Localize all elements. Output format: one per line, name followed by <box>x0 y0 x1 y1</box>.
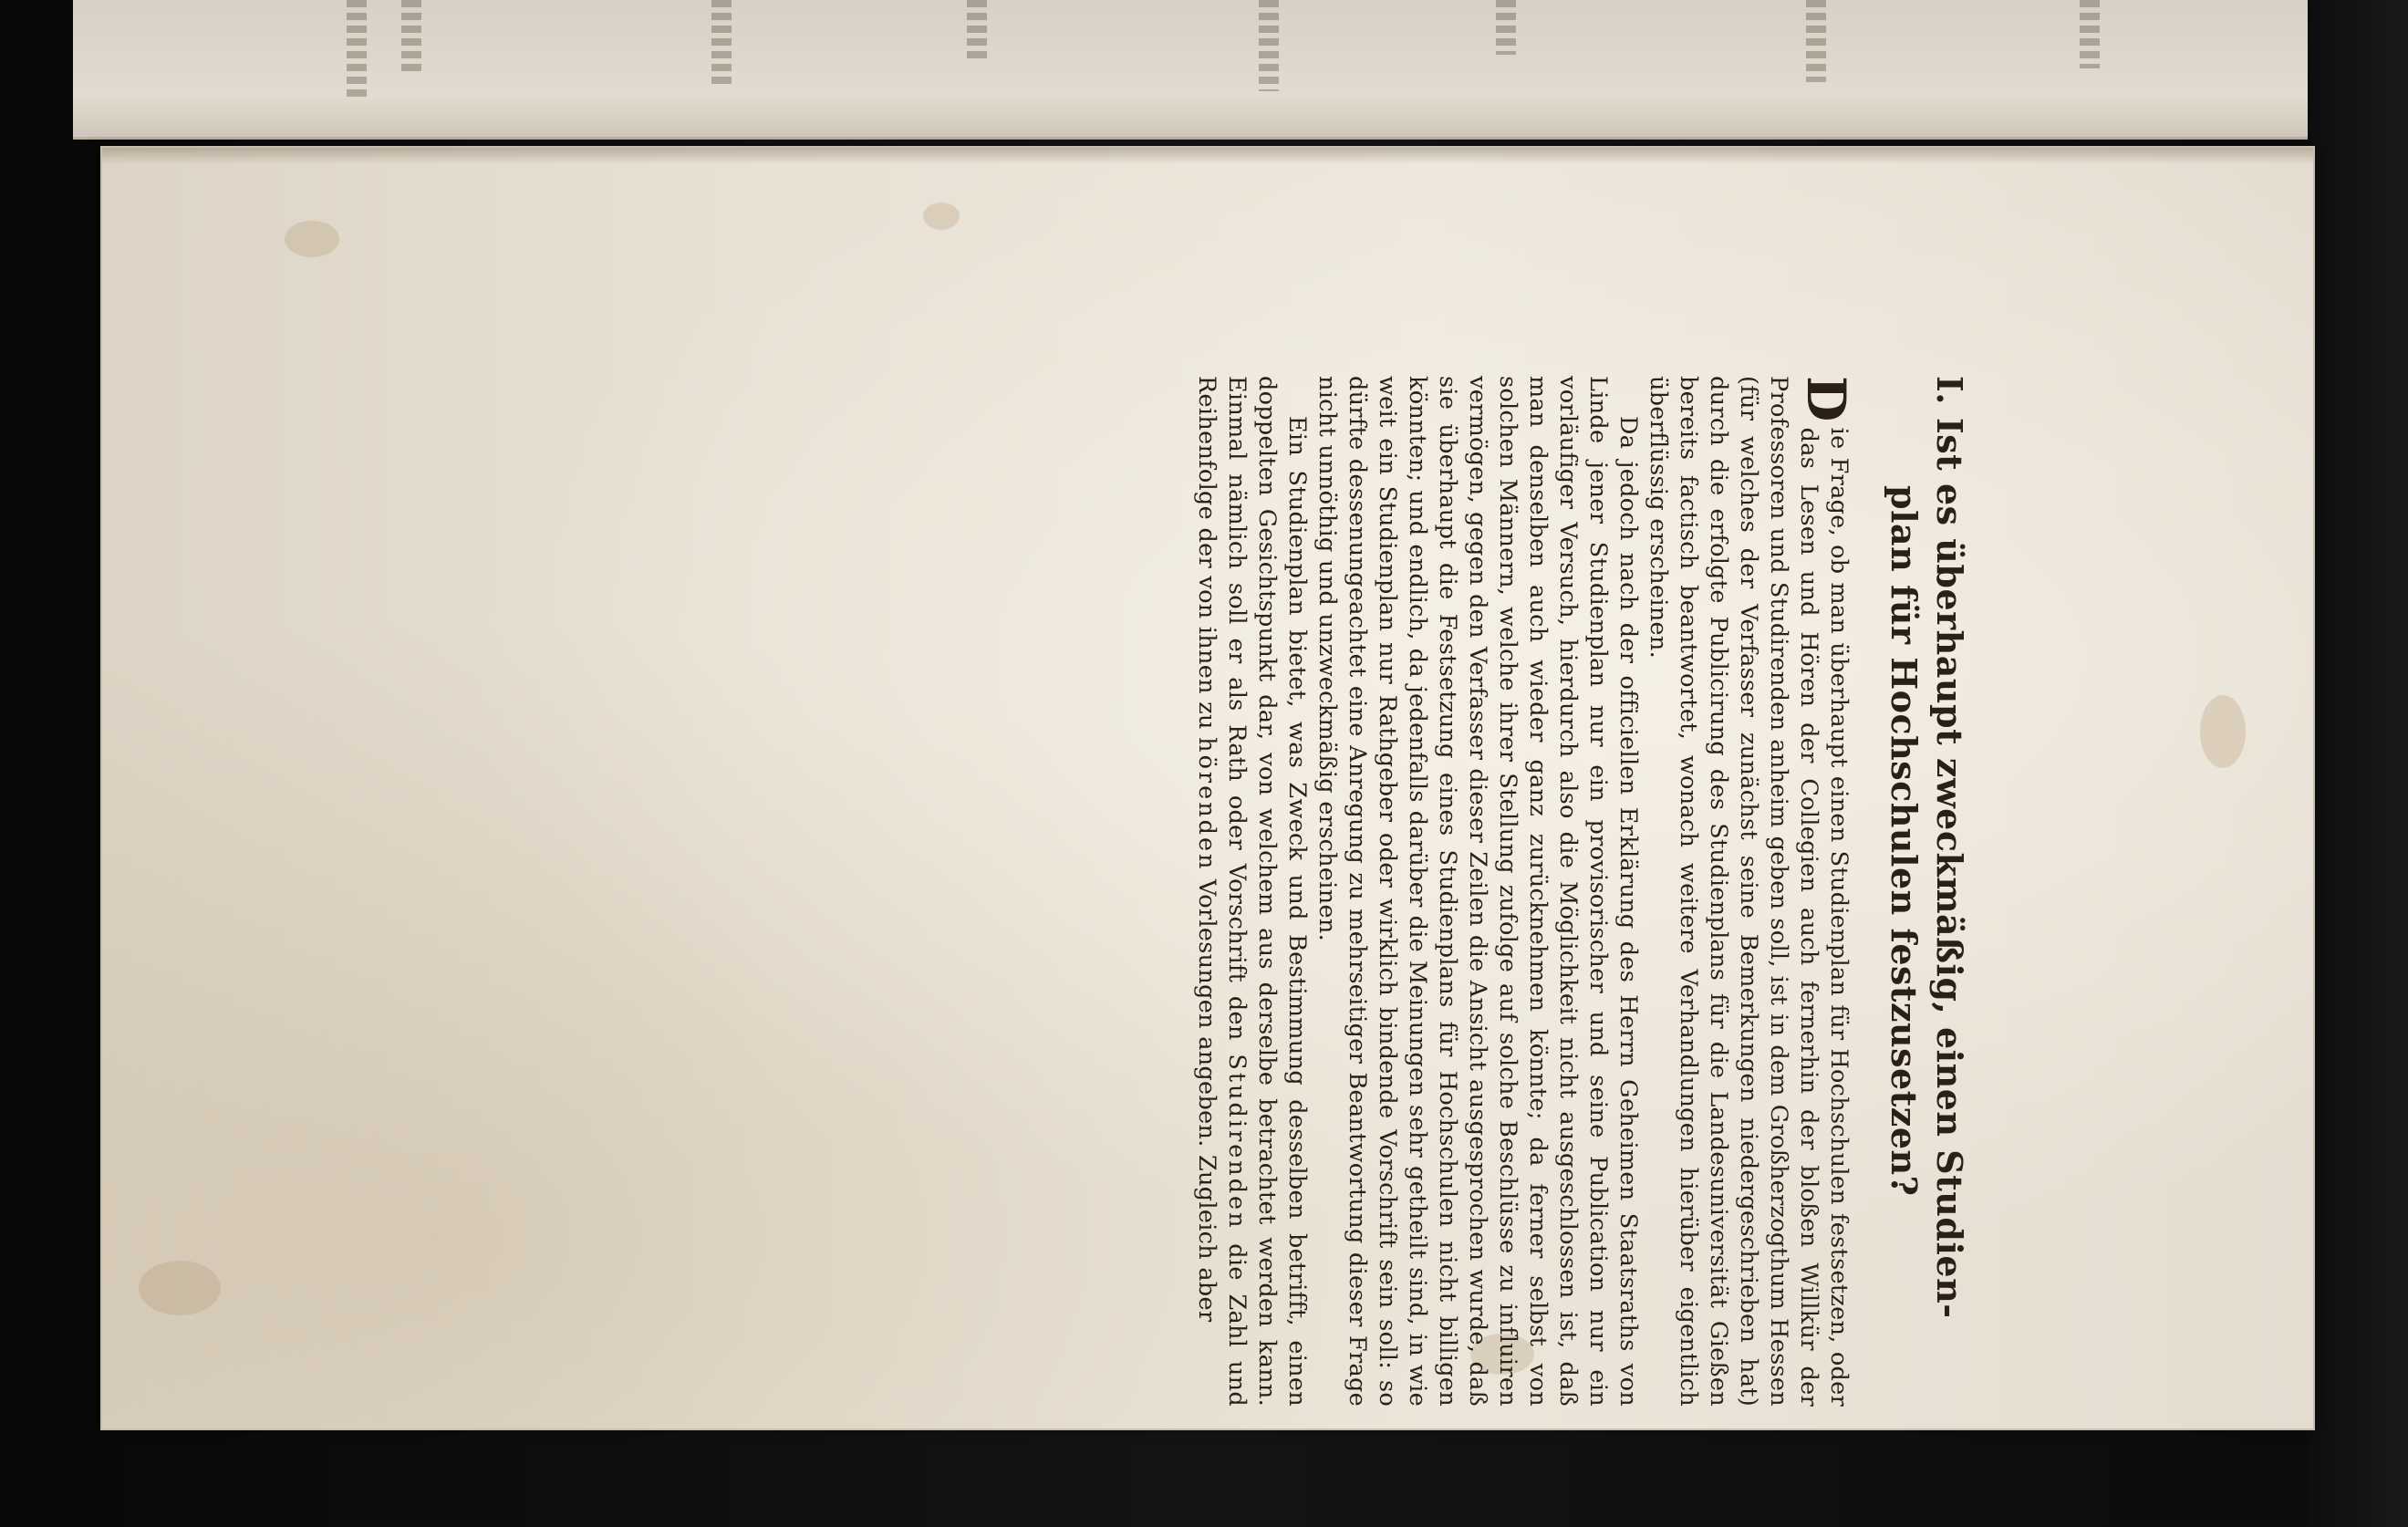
paragraph-3-text-a: Ein Studienplan bietet, was Zweck und Bestimmung desselben betrifft, einen doppelten Gesichtspunkt dar, von welchem aus derselbe betrachtet werden kann. Einmal nämlich soll er als Rath oder Vorschrift den <box>1223 376 1311 1407</box>
paragraph-3-emphasis-2: hörenden <box>1193 737 1220 872</box>
drop-cap: D <box>1795 376 1857 422</box>
previous-page-edge <box>73 0 2335 140</box>
paragraph-1 <box>1643 376 1857 1407</box>
section-number: I. <box>1929 376 1970 406</box>
paragraph-2-text: Da jedoch nach der officiellen Erklärung des Herrn Geheimen Staatsraths von Linde jener Studienplan nur ein provisorischer und seine Publication nur ein vorläufiger Versuch, hierdurch also die Möglichkeit nicht ausgeschlossen ist, daß man denselben auch wieder ganz zurücknehmen könnte; da ferner selbst von solchen Männern, welche ihrer Stellung zufolge auf solche Beschlüsse zu influiren vermögen, gegen den Verfasser dieser Zeilen die Ansicht ausgesprochen wurde, daß sie überhaupt die Festsetzung eines Studienplans für Hochschulen nicht billigen könnten; und endlich, da jedenfalls darüber die Meinungen sehr getheilt sind, in wie weit ein Studienplan nur Rathgeber oder wirklich bindende Vorschrift sein soll: so dürfte dessenungeachtet eine Anregung zu mehrseitiger Beantwortung dieser Frage nicht unnöthig und unzweckmäßig erscheinen. <box>1313 376 1642 1407</box>
book-page <box>102 148 2313 1428</box>
paragraph-2 <box>1312 376 1643 1407</box>
rotated-text-block <box>431 376 1972 1407</box>
paragraph-1-text: ie Frage, ob man überhaupt einen Studienplan für Hochschulen festsetzen, oder das Lesen und Hören der Collegien auch fernerhin der bloßen Willkür der Professoren und Studirenden anheim geben soll, ist in dem Großherzogthum Hessen (für welches der Verfasser zunächst seine Bemerkungen niedergeschrieben hat) durch die erfolgte Publicirung des Studienplans für die Landesuniversität Gießen bereits factisch beantwortet, wonach weitere Verhandlungen hierüber eigentlich überflüssig erscheinen. <box>1645 376 1853 1407</box>
scanner-edge <box>2308 0 2408 1527</box>
paragraph-3-text-c: Vorlesungen angeben. Zugleich aber <box>1193 871 1220 1323</box>
section-heading <box>1881 376 1972 1407</box>
paragraph-3-emphasis-1: Studirenden <box>1223 1054 1251 1231</box>
page-fold-shadow <box>102 148 2313 164</box>
heading-line-2: plan für Hochschulen festzusetzen? <box>1884 485 1925 1197</box>
heading-line-1: Ist es überhaupt zweckmäßig, einen Studien- <box>1929 418 1970 1319</box>
paragraph-3-text-b: die Zahl und Reihenfolge der von ihnen zu <box>1193 376 1251 1407</box>
paragraph-3 <box>1191 376 1312 1407</box>
